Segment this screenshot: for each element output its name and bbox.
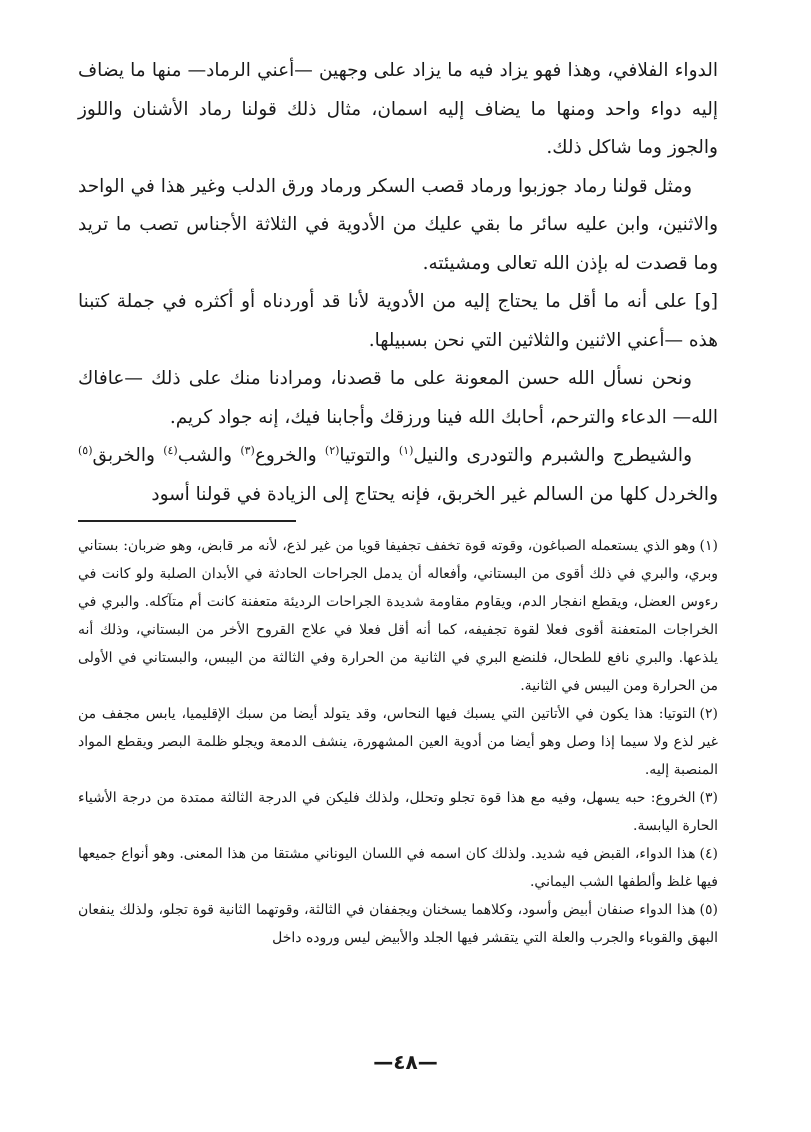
footnote-ref-3[interactable]: (٣)	[240, 443, 255, 457]
footnote-divider	[78, 520, 296, 522]
paragraph-5-part-f: والخردل كلها من السالم غير الخربق، فإنه يحتاج إلى الزيادة في قولنا أسود	[151, 483, 718, 505]
paragraph-5-part-d: والشب	[177, 445, 241, 466]
paragraph-2: ومثل قولنا رماد جوزبوا ورماد قصب السكر ورماد ورق الدلب وغير هذا في الواحد والاثنين، وابن عليه سائر ما بقي عليك من الأدوية في الثلاثة الأجناس تصب ما تريد وما قصدت له بإذن الله تعالى ومشيئته.	[78, 175, 718, 274]
footnote-number: (١)	[699, 538, 718, 554]
footnote-3	[78, 784, 718, 840]
footnote-text: التوتيا: هذا يكون في الأتاتين التي يسبك فيها النحاس، وقد يتولد أيضا من سبك الإقليميا، يابس مجفف من غير لذع ولا سيما إذا وصل وهو أيضا من أدوية العين المشهورة، ينشف الدمعة ويجلو ظلمة البصر ويقطع المواد المنصبة إليه.	[78, 706, 718, 778]
footnote-4	[78, 840, 718, 896]
footnote-text: وهو الذي يستعمله الصباغون، وقوته قوة تخفف تجفيفا قويا من غير لذع، لأنه مر قابض، وهو ضربان: بستاني وبري، والبري في ذلك أقوى من البستاني، وأفعاله أن يدمل الجراحات الحادثة في الأبدان الصلبة ولو كانت في رءوس العضل، ويقطع انفجار الدم، ويقاوم مقاومة شديدة الجراحات الرديئة متعفنة كانت أم متآكله. والبري في الخراجات المتعفنة أقوى فعلا لقوة تجفيفه، كما أنه أقل فعلا في علاج القروح الأخر من البستاني، وذلك أنه يلذعها. والبري نافع للطحال، فلنضع البري في الثانية من الحرارة وفي الثالثة من اليبس، والبستاني في الأولى من الحرارة ومن اليبس في الثانية.	[78, 538, 718, 694]
footnote-number: (٣)	[699, 790, 718, 806]
footnote-ref-2[interactable]: (٢)	[324, 443, 340, 457]
paragraph-1: الدواء الفلافي، وهذا فهو يزاد فيه ما يزاد على وجهين —أعني الرماد— منها ما يضاف إليه دواء واحد ومنها ما يضاف إليه اسمان، مثال ذلك قولنا رماد الأشنان واللوز والجوز وما شاكل ذلك.	[78, 60, 718, 158]
footnote-number: (٤)	[699, 846, 718, 862]
paragraph-5-part-a: والشيطرج والشبرم والتودرى والنيل	[413, 445, 693, 466]
paragraph-4: ونحن نسأل الله حسن المعونة على ما قصدنا، ومرادنا منك على ذلك —عافاك الله— الدعاء والترحم، أحابك الله فينا ورزقك وأجابنا فيك، إنه جواد كريم.	[78, 368, 718, 428]
footnote-1	[78, 532, 718, 700]
footnote-number: (٥)	[699, 902, 718, 918]
paragraph-3: [و] على أنه ما أقل ما يحتاج إليه من الأدوية لأنا قد أوردناه أو أكثره في جملة كتبنا هذه —أعني الاثنين والثلاثين التي نحن بسبيلها.	[78, 291, 718, 351]
footnote-text: الخروع: حبه يسهل، وفيه مع هذا قوة تجلو وتحلل، ولذلك فليكن في الدرجة الثالثة ممتدة من درجة الأشياء الحارة اليابسة.	[78, 790, 718, 834]
page-number: —٤٨—	[373, 1050, 438, 1074]
footnotes	[78, 532, 718, 952]
footnote-2	[78, 700, 718, 784]
footnote-text: هذا الدواء، القبض فيه شديد. ولذلك كان اسمه في اللسان اليوناني مشتقا من هذا المعنى. وهو أنواع جميعها فيها غلظ وألطفها الشب اليماني.	[78, 846, 718, 890]
footnote-text: هذا الدواء صنفان أبيض وأسود، وكلاهما يسخنان ويجففان في الثالثة، وقوتهما الثانية قوة تجلو، ولذلك ينفعان البهق والقوباء والجرب والعلة التي يتقشر فيها الجلد والأبيض ليس وروده داخل	[78, 902, 718, 946]
paragraph-5-part-c: والخروع	[254, 445, 325, 466]
main-text	[78, 52, 718, 514]
footnote-5	[78, 896, 718, 952]
document-page	[78, 52, 718, 952]
footnote-ref-5[interactable]: (٥)	[78, 443, 93, 457]
footnote-number: (٢)	[699, 706, 718, 722]
footnote-ref-4[interactable]: (٤)	[163, 443, 178, 457]
footnote-ref-1[interactable]: (١)	[398, 443, 414, 457]
paragraph-5-part-e: والخربق	[92, 445, 164, 466]
paragraph-5	[78, 437, 718, 514]
paragraph-5-part-b: والتوتيا	[339, 445, 399, 466]
